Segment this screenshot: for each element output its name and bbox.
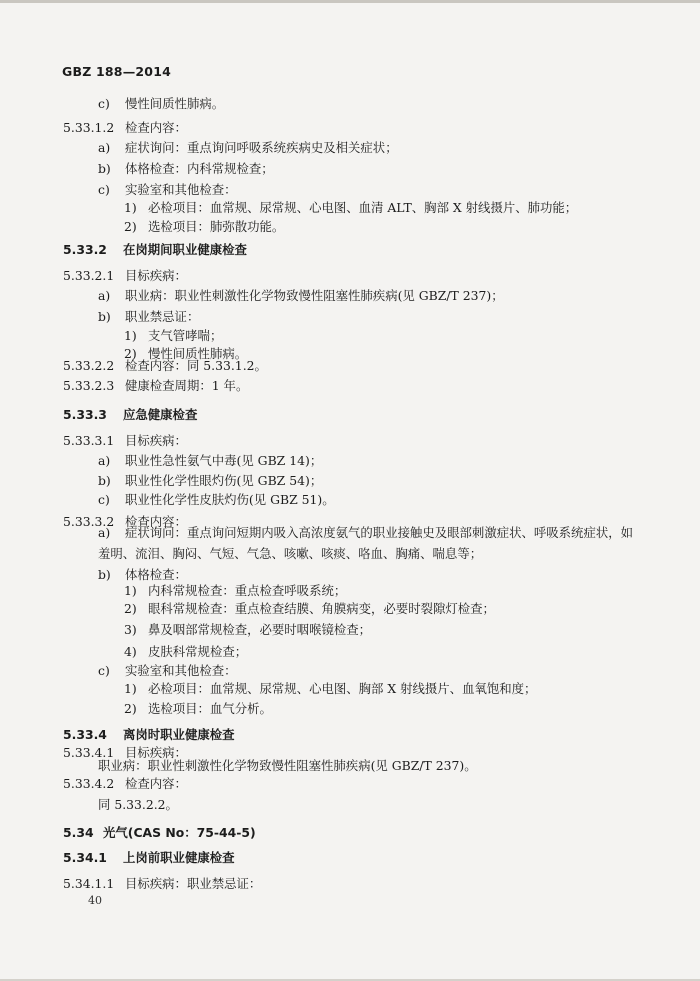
clause-text: 同 5.33.2.2。 [98, 797, 178, 812]
clause-text: 症状询问：重点询问短期内吸入高浓度氨气的职业接触史及眼部刺激症状、呼吸系统症状，如 [125, 525, 634, 540]
clause-number: b) [98, 473, 111, 488]
clause-text: 职业性急性氨气中毒(见 GBZ 14)； [125, 453, 323, 468]
clause-number: c) [98, 96, 110, 111]
clause-number: 2) [124, 601, 137, 616]
clause-text: 鼻及咽部常规检查，必要时咽喉镜检查； [148, 622, 372, 637]
top-border [0, 0, 700, 3]
clause-number: 5.33.4.1 [63, 745, 115, 760]
clause-text: 羞明、流泪、胸闷、气短、气急、咳嗽、咳痰、咯血、胸痛、喘息等； [98, 546, 483, 561]
clause-text: 体格检查：内科常规检查； [125, 161, 274, 176]
clause-number: 5.34.1.1 [63, 876, 115, 891]
clause-text: 目标疾病：职业禁忌证： [125, 876, 262, 891]
clause-text: 慢性间质性肺病。 [148, 346, 248, 361]
clause-text: 选检项目：血气分析。 [148, 701, 272, 716]
clause-text: 必检项目：血常规、尿常规、心电图、胸部 X 射线摄片、血氧饱和度； [148, 681, 537, 696]
clause-number: a) [98, 288, 111, 303]
clause-text: 选检项目：肺弥散功能。 [148, 219, 285, 234]
clause-text: 体格检查： [125, 567, 187, 582]
clause-number: 5.33.4.2 [63, 776, 115, 791]
clause-number: c) [98, 492, 110, 507]
clause-text: 职业病：职业性刺激性化学物致慢性阻塞性肺疾病(见 GBZ/T 237)。 [98, 758, 477, 773]
clause-text: 在岗期间职业健康检查 [123, 242, 247, 257]
clause-number: 5.33.1.2 [63, 120, 115, 135]
clause-text: 目标疾病： [125, 268, 187, 283]
clause-text: 光气(CAS No：75-44-5) [103, 825, 256, 840]
clause-number: 5.34 [63, 825, 94, 840]
clause-text: 支气管哮喘； [148, 328, 223, 343]
clause-text: 上岗前职业健康检查 [123, 850, 235, 865]
clause-number: 5.33.3 [63, 407, 107, 422]
clause-text: 离岗时职业健康检查 [123, 727, 235, 742]
clause-text: 慢性间质性肺病。 [125, 96, 225, 111]
clause-text: 检查内容： [125, 120, 187, 135]
clause-text: 内科常规检查：重点检查呼吸系统； [148, 583, 347, 598]
clause-number: 3) [124, 622, 137, 637]
clause-text: 目标疾病： [125, 745, 187, 760]
clause-number: b) [98, 567, 111, 582]
clause-number: 5.33.4 [63, 727, 107, 742]
clause-text: 职业性化学性眼灼伤(见 GBZ 54)； [125, 473, 323, 488]
clause-text: 职业性化学性皮肤灼伤(见 GBZ 51)。 [125, 492, 335, 507]
clause-text: 皮肤科常规检查； [148, 644, 248, 659]
clause-number: 5.34.1 [63, 850, 107, 865]
clause-number: a) [98, 453, 111, 468]
clause-text: 应急健康检查 [123, 407, 198, 422]
clause-number: 2) [124, 219, 137, 234]
clause-number: 4) [124, 644, 137, 659]
clause-number: 5.33.2.1 [63, 268, 115, 283]
clause-number: 2) [124, 346, 137, 361]
clause-text: 实验室和其他检查： [125, 182, 237, 197]
clause-number: 5.33.2 [63, 242, 107, 257]
clause-number: 1) [124, 583, 137, 598]
clause-text: 职业禁忌证： [125, 309, 200, 324]
clause-number: a) [98, 140, 111, 155]
page-number: 40 [88, 894, 102, 907]
clause-text: 症状询问：重点询问呼吸系统疾病史及相关症状； [125, 140, 398, 155]
clause-number: a) [98, 525, 111, 540]
clause-text: 检查内容：同 5.33.1.2。 [125, 358, 267, 373]
clause-text: 眼科常规检查：重点检查结膜、角膜病变，必要时裂隙灯检查； [148, 601, 495, 616]
page-header: GBZ 188—2014 [62, 64, 171, 79]
clause-number: 5.33.2.2 [63, 358, 115, 373]
clause-text: 检查内容： [125, 514, 187, 529]
clause-number: 5.33.2.3 [63, 378, 115, 393]
clause-text: 实验室和其他检查： [125, 663, 237, 678]
clause-text: 目标疾病： [125, 433, 187, 448]
clause-number: 2) [124, 701, 137, 716]
clause-number: b) [98, 161, 111, 176]
clause-number: b) [98, 309, 111, 324]
clause-number: 1) [124, 200, 137, 215]
clause-number: 1) [124, 328, 137, 343]
clause-text: 检查内容： [125, 776, 187, 791]
clause-text: 职业病：职业性刺激性化学物致慢性阻塞性肺疾病(见 GBZ/T 237)； [125, 288, 504, 303]
clause-number: c) [98, 182, 110, 197]
clause-number: 1) [124, 681, 137, 696]
clause-text: 必检项目：血常规、尿常规、心电图、血清 ALT、胸部 X 射线摄片、肺功能； [148, 200, 578, 215]
clause-number: 5.33.3.2 [63, 514, 115, 529]
clause-number: c) [98, 663, 110, 678]
clause-text: 健康检查周期：1 年。 [125, 378, 249, 393]
clause-number: 5.33.3.1 [63, 433, 115, 448]
